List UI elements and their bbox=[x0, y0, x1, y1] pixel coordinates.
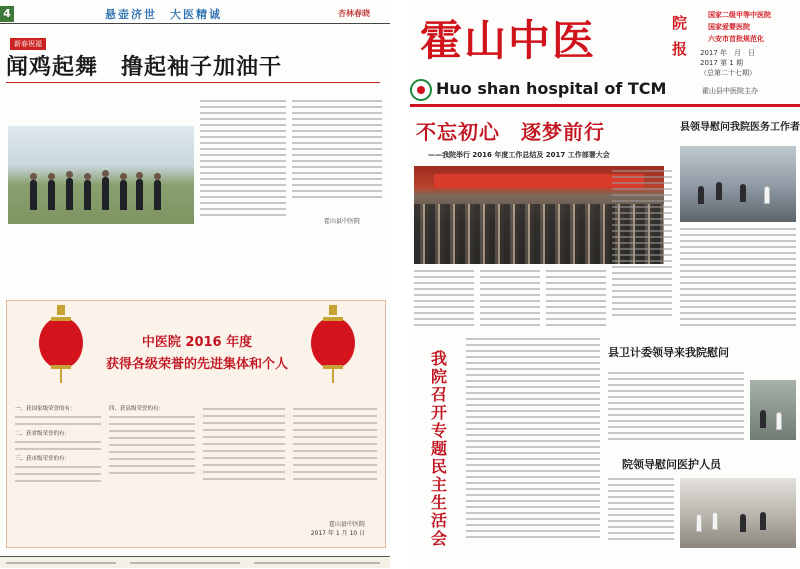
hospital-rank-label: 六安市首批规范化 bbox=[708, 35, 764, 43]
newspaper-title: 霍山中医 bbox=[420, 16, 597, 65]
honor-date: 2017 年 1 月 10 日 bbox=[310, 530, 365, 537]
issue-number: 2017 第 1 期 （总第二十七期） bbox=[700, 59, 756, 77]
article-byline: 霍山县中医院 bbox=[324, 218, 361, 225]
right-page bbox=[410, 0, 800, 569]
newspaper-title-char-1: 院 bbox=[672, 14, 688, 32]
honor-heading-city: 三、获市级荣誉的有： bbox=[15, 456, 71, 462]
vertical-headline: 我院召开专题民主生活会 bbox=[430, 349, 447, 548]
health-commission-visit-photo bbox=[750, 380, 796, 440]
honor-column bbox=[293, 405, 377, 485]
side-headline-hospital-leaders: 院领导慰问医护人员 bbox=[622, 458, 721, 471]
issue-year: 2017 年 月 日 bbox=[700, 49, 756, 57]
article-text-column bbox=[466, 338, 600, 548]
side-headline-health-commission: 县卫计委领导来我院慰问 bbox=[608, 346, 729, 359]
photo-figure bbox=[716, 182, 722, 200]
article-text-column bbox=[292, 100, 382, 212]
photo-figure bbox=[66, 178, 73, 210]
article-text-column bbox=[414, 270, 474, 330]
honor-roll-box bbox=[6, 300, 386, 548]
honor-heading-provincial: 二、获省级荣誉的有： bbox=[15, 431, 71, 437]
photo-figure bbox=[48, 180, 55, 210]
masthead-divider bbox=[410, 104, 800, 107]
hospital-logo-icon bbox=[410, 79, 432, 101]
publisher-name: 霍山县中医院主办 bbox=[702, 87, 758, 95]
article-text-column bbox=[200, 100, 286, 230]
hospital-english-name: Huo shan hospital of TCM bbox=[436, 79, 667, 98]
newspaper-title-char-2: 报 bbox=[672, 40, 688, 58]
article-text-column bbox=[546, 270, 606, 330]
article-text-column bbox=[608, 478, 674, 548]
photo-figure bbox=[760, 512, 766, 530]
county-leaders-visit-photo bbox=[680, 146, 796, 222]
page-number: 4 bbox=[0, 6, 14, 22]
photo-figure bbox=[760, 410, 766, 428]
section-name: 杏林春晓 bbox=[338, 9, 370, 18]
honor-title-main: 获得各级荣誉的先进集体和个人 bbox=[105, 357, 288, 372]
photo-figure bbox=[136, 179, 143, 210]
honor-column bbox=[15, 405, 101, 487]
hospital-rank-label: 国家二级甲等中医院 bbox=[708, 11, 771, 19]
honor-title-year: 中医院 2016 年度 bbox=[141, 335, 253, 350]
photo-figure bbox=[740, 184, 746, 202]
honor-signature: 霍山县中医院 bbox=[328, 521, 365, 528]
article-text-column bbox=[612, 170, 672, 330]
photo-figure bbox=[776, 412, 782, 430]
honor-heading-national: 一、获国家级荣誉的有： bbox=[15, 406, 76, 412]
photo-figure bbox=[698, 186, 704, 204]
article-tag: 新春祝福 bbox=[10, 38, 46, 50]
masthead-bar bbox=[410, 78, 800, 102]
photo-figure bbox=[764, 186, 770, 204]
page-gutter bbox=[390, 0, 410, 569]
new-year-headline: 闻鸡起舞 撸起袖子加油干 bbox=[6, 54, 283, 80]
article-text-column bbox=[608, 372, 744, 448]
hospital-motto: 悬壶济世 大医精诚 bbox=[105, 8, 222, 21]
photo-figure bbox=[154, 180, 161, 210]
honor-heading-county: 四、获县级荣誉的有： bbox=[109, 406, 165, 412]
honor-column bbox=[203, 405, 285, 485]
left-page-header bbox=[0, 6, 390, 24]
photo-figure bbox=[102, 177, 109, 210]
photo-figure bbox=[696, 514, 702, 532]
photo-figure bbox=[120, 180, 127, 210]
leaders-group-photo bbox=[8, 126, 194, 224]
hospital-rank-label: 国家爱婴医院 bbox=[708, 23, 750, 31]
left-page-footer bbox=[0, 556, 390, 568]
main-subheadline: ——我院举行 2016 年度工作总结及 2017 工作部署大会 bbox=[428, 151, 610, 159]
medical-staff-visit-photo bbox=[680, 478, 796, 548]
photo-figure bbox=[740, 514, 746, 532]
photo-figure bbox=[30, 180, 37, 210]
left-page bbox=[0, 0, 390, 569]
side-headline-county-leaders: 县领导慰问我院医务工作者 bbox=[680, 122, 800, 133]
article-text-column bbox=[680, 228, 796, 338]
headline-divider bbox=[6, 82, 380, 83]
photo-figure bbox=[84, 180, 91, 210]
honor-column bbox=[109, 405, 195, 479]
article-text-column bbox=[480, 270, 540, 330]
photo-figure bbox=[712, 512, 718, 530]
honor-columns bbox=[15, 405, 379, 505]
main-headline: 不忘初心 逐梦前行 bbox=[416, 120, 605, 144]
